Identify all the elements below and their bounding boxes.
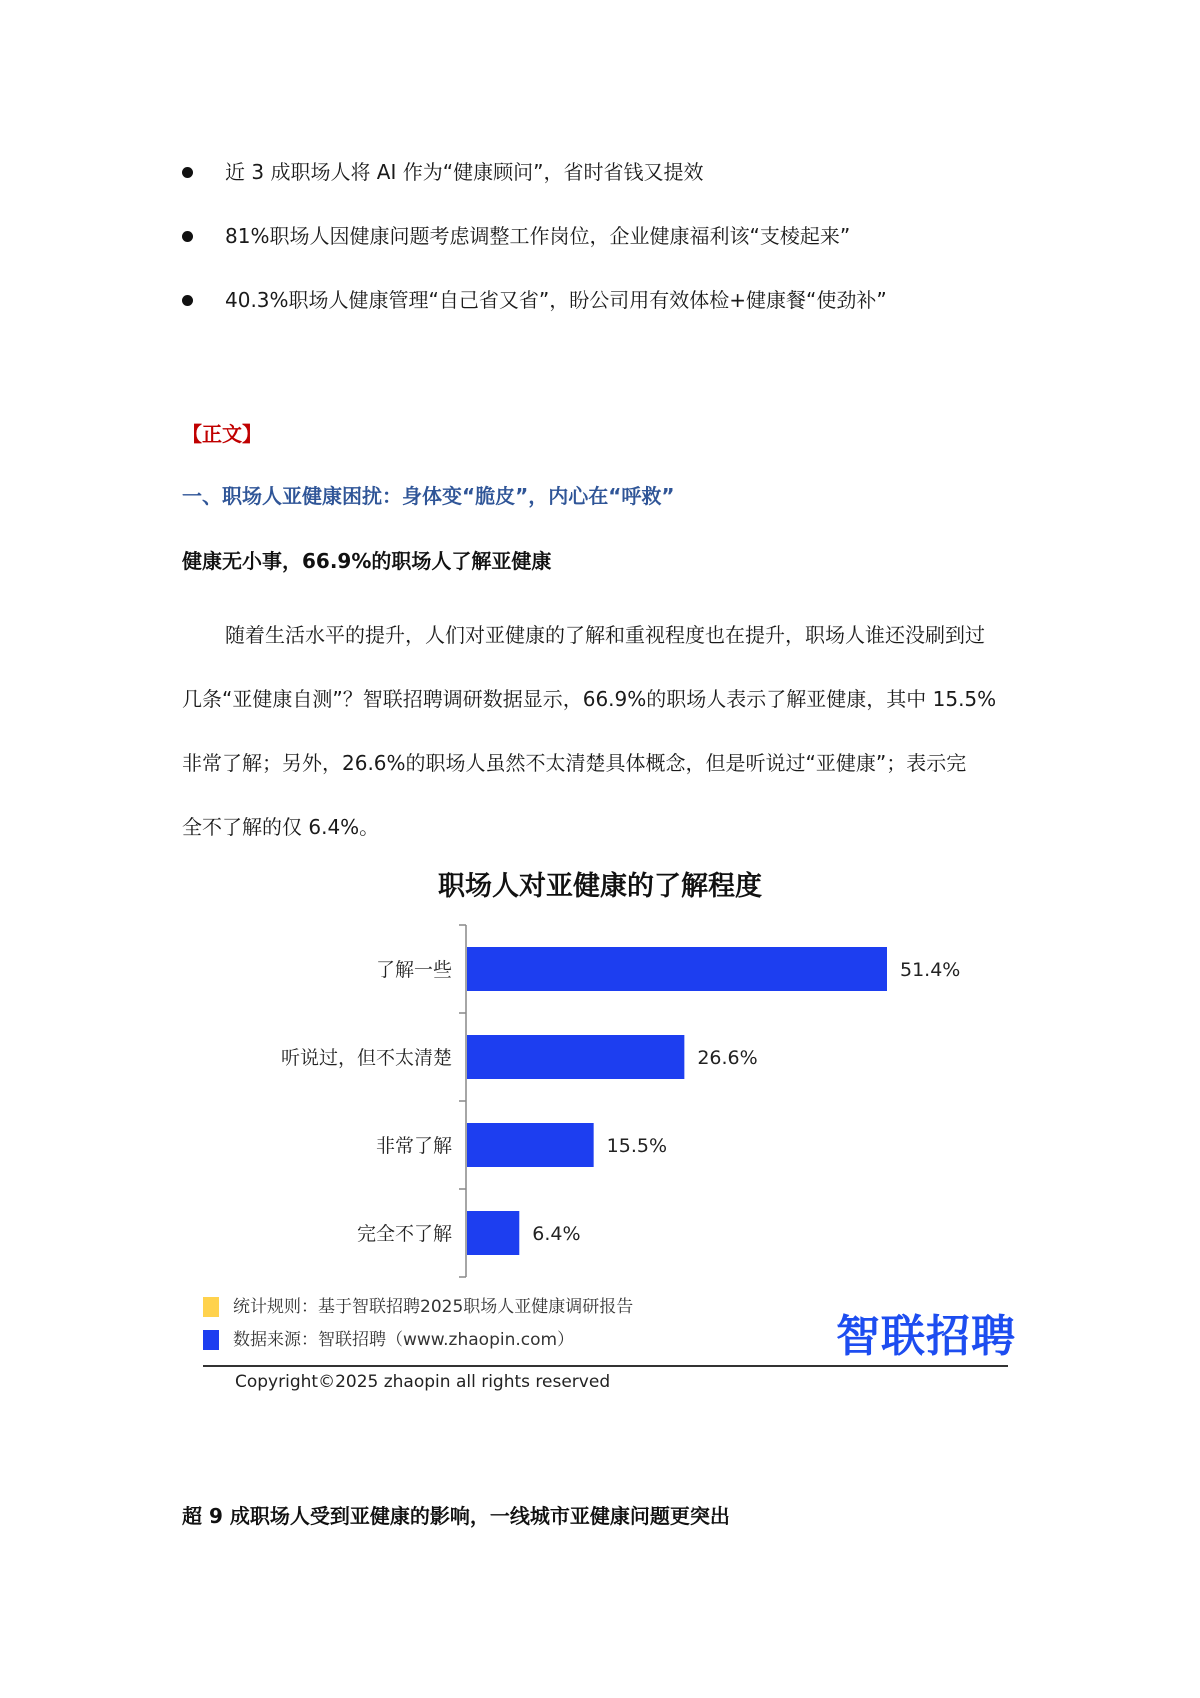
value-label: 6.4% [532, 1223, 581, 1245]
zhaopin-logo: 智联招聘 [836, 1311, 1016, 1362]
bullet-text: 近 3 成职场人将 AI 作为“健康顾问”，省时省钱又提效 [225, 160, 704, 184]
bar-2 [467, 1035, 684, 1079]
copyright-text: Copyright©2025 zhaopin all rights reserved [235, 1372, 611, 1392]
legend-item [203, 1326, 633, 1359]
legend-text: 数据来源：智联招聘（www.zhaopin.com） [233, 1330, 575, 1350]
summary-bullets [182, 160, 1082, 352]
bullet-text: 40.3%职场人健康管理“自己省又省”，盼公司用有效体检+健康餐“使劲补” [225, 288, 887, 312]
category-label: 听说过，但不太清楚 [280, 1047, 452, 1069]
bullet-item [182, 224, 1082, 288]
bullet-dot-icon [182, 167, 193, 178]
legend-item [203, 1293, 633, 1326]
body-paragraph [182, 603, 1028, 859]
paragraph-line: 全不了解的仅 6.4%。 [182, 815, 380, 839]
bar-chart [0, 910, 1200, 1290]
paragraph-line: 几条“亚健康自测”？智联招聘调研数据显示，66.9%的职场人表示了解亚健康，其中 15.5% [182, 687, 997, 711]
paragraph-line: 随着生活水平的提升，人们对亚健康的了解和重视程度也在提升，职场人谁还没刷到过 [225, 623, 985, 647]
legend-text: 统计规则：基于智联招聘2025职场人亚健康调研报告 [233, 1297, 634, 1317]
chart-title: 职场人对亚健康的了解程度 [438, 871, 762, 902]
bullet-item [182, 160, 1082, 224]
paragraph-line: 非常了解；另外，26.6%的职场人虽然不太清楚具体概念，但是听说过“亚健康”；表示完 [182, 751, 967, 775]
legend-swatch-blue [203, 1330, 219, 1350]
category-label: 非常了解 [375, 1135, 452, 1157]
subsection-heading: 健康无小事，66.9%的职场人了解亚健康 [182, 549, 552, 573]
bullet-text: 81%职场人因健康问题考虑调整工作岗位，企业健康福利该“支棱起来” [225, 224, 851, 248]
section-tag: 【正文】 [182, 422, 262, 446]
section-heading: 一、职场人亚健康困扰：身体变“脆皮”，内心在“呼救” [182, 484, 675, 508]
bullet-dot-icon [182, 295, 193, 306]
bar-3 [467, 1123, 594, 1167]
value-label: 15.5% [606, 1135, 668, 1157]
footer-divider [203, 1365, 1008, 1367]
category-label: 完全不了解 [356, 1223, 452, 1245]
subsection-heading-2: 超 9 成职场人受到亚健康的影响，一线城市亚健康问题更突出 [182, 1504, 730, 1528]
chart-legend [203, 1293, 633, 1359]
bullet-item [182, 288, 1082, 352]
bar-4 [467, 1211, 519, 1255]
value-label: 51.4% [900, 959, 961, 981]
bar-1 [467, 947, 887, 991]
category-label: 了解一些 [375, 959, 452, 981]
legend-swatch-yellow [203, 1297, 219, 1317]
value-label: 26.6% [697, 1047, 758, 1069]
bullet-dot-icon [182, 231, 193, 242]
